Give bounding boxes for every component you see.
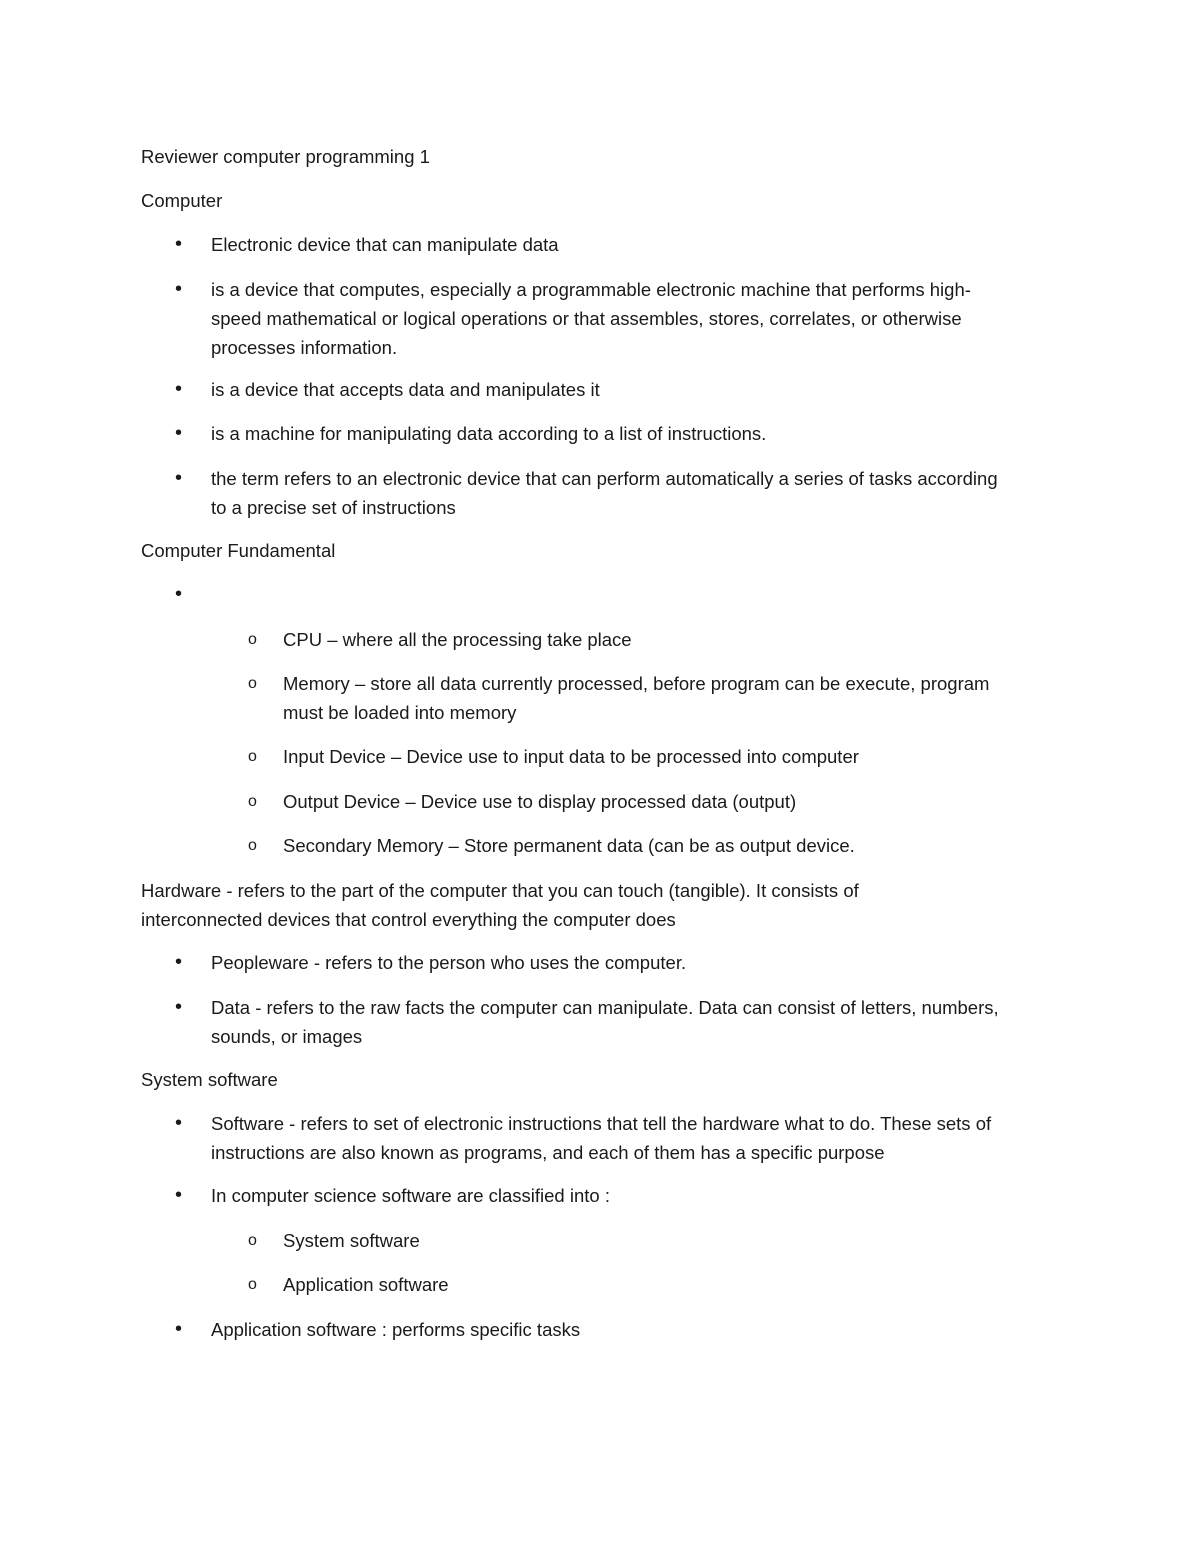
list-item-text: Peopleware - refers to the person who uses the computer. [211,952,687,973]
sub-bullet-marker: o [248,748,257,765]
sub-list-item-text: Secondary Memory – Store permanent data (can be as output device. [283,835,855,856]
sub-list-item-text: Input Device – Device use to input data to be processed into computer [283,746,859,767]
sub-list-item-line: Memory – store all data currently processed, before program can be execute, program [283,673,990,694]
sub-bullet-marker: o [248,631,257,648]
sub-list-item-text [283,669,989,727]
sub-bullet-marker: o [248,1276,257,1293]
bullet-marker: • [175,1112,183,1134]
section-heading-computer: Computer [141,190,223,211]
list-item-text [211,993,999,1051]
list-item-text: is a device that accepts data and manipulates it [211,379,600,400]
bullet-marker: • [175,1318,183,1340]
paragraph-line: interconnected devices that control everything the computer does [141,909,676,930]
sub-list-item-text: Output Device – Device use to display processed data (output) [283,791,797,812]
bullet-marker: • [175,996,183,1018]
list-item-line: processes information. [211,337,398,358]
list-item-line: Data - refers to the raw facts the computer can manipulate. Data can consist of letters, numbers, [211,997,999,1018]
sub-bullet-marker: o [248,675,257,692]
list-item-text [211,275,971,362]
list-item-text: In computer science software are classified into : [211,1185,610,1206]
bullet-marker: • [175,583,183,605]
list-item-line: Software - refers to set of electronic instructions that tell the hardware what to do. These sets of [211,1113,992,1134]
sub-list-item-text: Application software [283,1274,449,1295]
bullet-marker: • [175,467,183,489]
sub-list-item-text: System software [283,1230,420,1251]
sub-list-item-text: CPU – where all the processing take place [283,629,632,650]
list-item-line: is a device that computes, especially a programmable electronic machine that performs high- [211,279,971,300]
list-item-line: to a precise set of instructions [211,497,456,518]
sub-bullet-marker: o [248,837,257,854]
paragraph-line: Hardware - refers to the part of the computer that you can touch (tangible). It consists of [141,880,859,901]
list-item-line: speed mathematical or logical operations or that assembles, stores, correlates, or otherwise [211,308,962,329]
bullet-marker: • [175,1184,183,1206]
paragraph-hardware [141,876,1081,934]
list-item-text: Application software : performs specific tasks [211,1319,581,1340]
list-item-text: Electronic device that can manipulate data [211,234,559,255]
bullet-marker: • [175,233,183,255]
sub-bullet-marker: o [248,793,257,810]
bullet-marker: • [175,378,183,400]
list-item-line: the term refers to an electronic device that can perform automatically a series of tasks according [211,468,998,489]
list-item-line: sounds, or images [211,1026,363,1047]
section-heading-system-software: System software [141,1069,278,1090]
sub-bullet-marker: o [248,1232,257,1249]
document-title: Reviewer computer programming 1 [141,146,430,167]
bullet-marker: • [175,422,183,444]
list-item-text: is a machine for manipulating data according to a list of instructions. [211,423,767,444]
sub-list-item-line: must be loaded into memory [283,702,517,723]
list-item-text [211,464,998,522]
list-item-line: instructions are also known as programs, and each of them has a specific purpose [211,1142,885,1163]
bullet-marker: • [175,278,183,300]
list-item-text [211,1109,991,1167]
bullet-marker: • [175,951,183,973]
section-heading-computer-fundamental: Computer Fundamental [141,540,336,561]
